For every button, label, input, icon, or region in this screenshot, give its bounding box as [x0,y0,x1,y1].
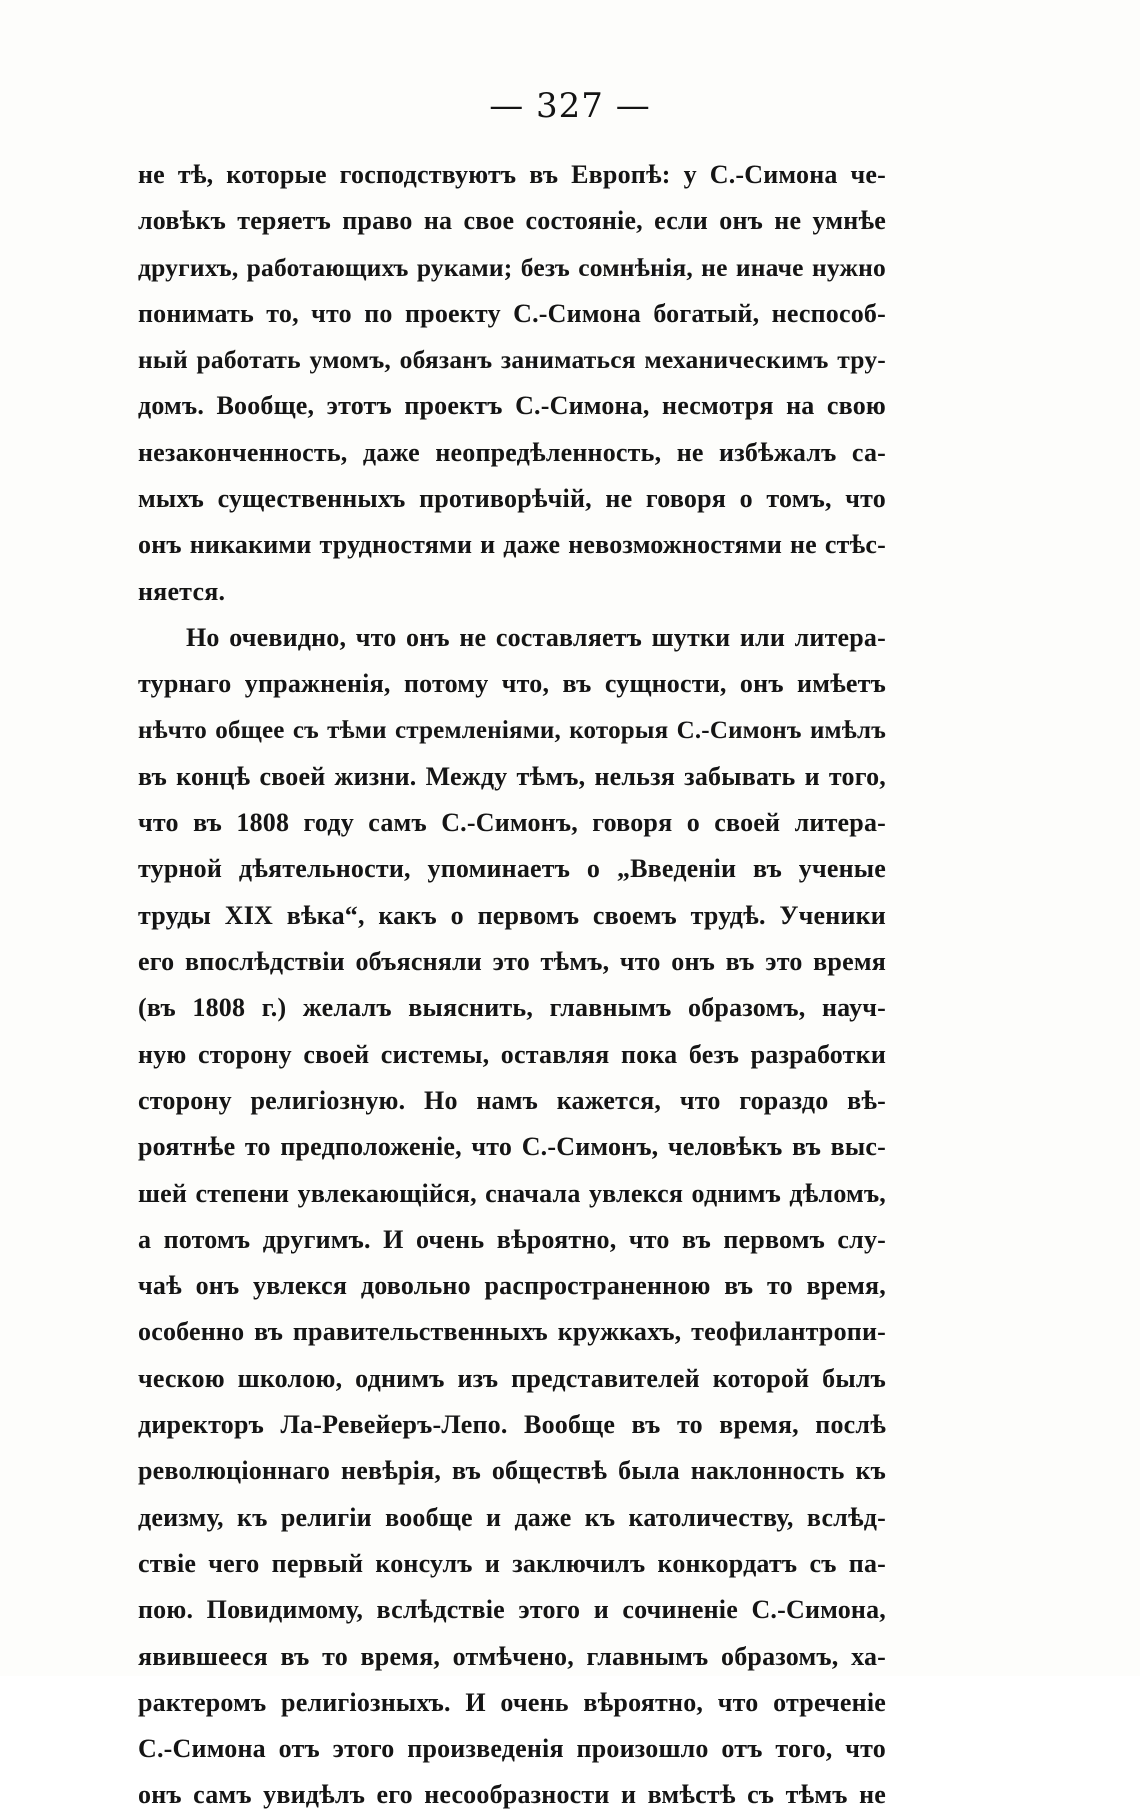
text-line: мыхъ существенныхъ противорѣчій, не говоря о томъ, что [138,484,886,514]
text-line: (въ 1808 г.) желалъ выяснить, главнымъ образомъ, науч- [138,993,886,1023]
text-line: ный работать умомъ, обязанъ заниматься механическимъ тру- [138,345,886,375]
text-line: ствіе чего первый консулъ и заключилъ конкордатъ съ па- [138,1548,886,1578]
text-line: явившееся въ то время, отмѣчено, главнымъ образомъ, ха- [138,1641,886,1671]
body-text [138,152,886,1819]
text-line: чаѣ онъ увлекся довольно распространенною въ то время, [138,1271,886,1301]
text-line: другихъ, работающихъ руками; безъ сомнѣнія, не иначе нужно [138,252,886,282]
text-line: Но очевидно, что онъ не составляетъ шутки или литера- [186,622,886,652]
text-line: онъ никакими трудностями и даже невозможностями не стѣс- [138,530,886,560]
text-line: домъ. Вообще, этотъ проектъ С.-Симона, несмотря на свою [138,391,886,421]
text-line: няется. [138,576,226,606]
paragraph [138,152,886,615]
text-line: нѣчто общее съ тѣми стремленіями, которыя С.-Симонъ имѣлъ [138,716,886,744]
text-line: особенно въ правительственныхъ кружкахъ, теофилантропи- [138,1317,886,1347]
text-line: революціоннаго невѣрія, въ обществѣ была наклонность къ [138,1456,886,1486]
text-line: ческою школою, однимъ изъ представителей которой былъ [138,1363,886,1393]
text-line: турной дѣятельности, упоминаетъ о „Введеніи въ ученые [138,854,886,884]
paragraph [138,615,886,1819]
text-line: ловѣкъ теряетъ право на свое состояніе, если онъ не умнѣе [138,206,886,236]
text-line: что въ 1808 году самъ С.-Симонъ, говоря о своей литера- [138,808,886,838]
text-line: незаконченность, даже неопредѣленность, не избѣжалъ са- [138,437,886,467]
text-line: труды XIX вѣка“, какъ о первомъ своемъ трудѣ. Ученики [138,900,886,930]
text-line: онъ самъ увидѣлъ его несообразности и вмѣстѣ съ тѣмъ не [138,1780,886,1810]
text-line: деизму, къ религіи вообще и даже къ католичеству, вслѣд- [138,1502,886,1532]
text-line: не тѣ, которые господствуютъ въ Европѣ: у С.-Симона че- [138,160,886,189]
text-line: шей степени увлекающійся, сначала увлекся однимъ дѣломъ, [138,1178,886,1208]
text-line: директоръ Ла-Ревейеръ-Лепо. Вообще въ то время, послѣ [138,1410,886,1440]
text-line: его впослѣдствіи объясняли это тѣмъ, что онъ въ это время [138,947,886,977]
page-number: — 327 — [489,86,651,126]
text-line: понимать то, что по проекту С.-Симона богатый, неспособ- [138,298,886,328]
text-line: С.-Симона отъ этого произведенія произошло отъ того, что [138,1734,886,1764]
text-line: а потомъ другимъ. И очень вѣроятно, что въ первомъ слу- [138,1224,886,1254]
text-line: рактеромъ религіозныхъ. И очень вѣроятно, что отреченіе [138,1687,886,1717]
text-line: сторону религіозную. Но намъ кажется, что гораздо вѣ- [138,1085,886,1115]
text-line: роятнѣе то предположеніе, что С.-Симонъ, человѣкъ въ выс- [138,1132,886,1162]
text-line: ную сторону своей системы, оставляя пока безъ разработки [138,1039,886,1069]
text-line: турнаго упражненія, потому что, въ сущности, онъ имѣетъ [138,669,886,699]
text-line: въ концѣ своей жизни. Между тѣмъ, нельзя забывать и того, [138,761,886,791]
paragraphs [138,152,886,1819]
text-line: пою. Повидимому, вслѣдствіе этого и сочиненіе С.-Симона, [138,1595,886,1625]
